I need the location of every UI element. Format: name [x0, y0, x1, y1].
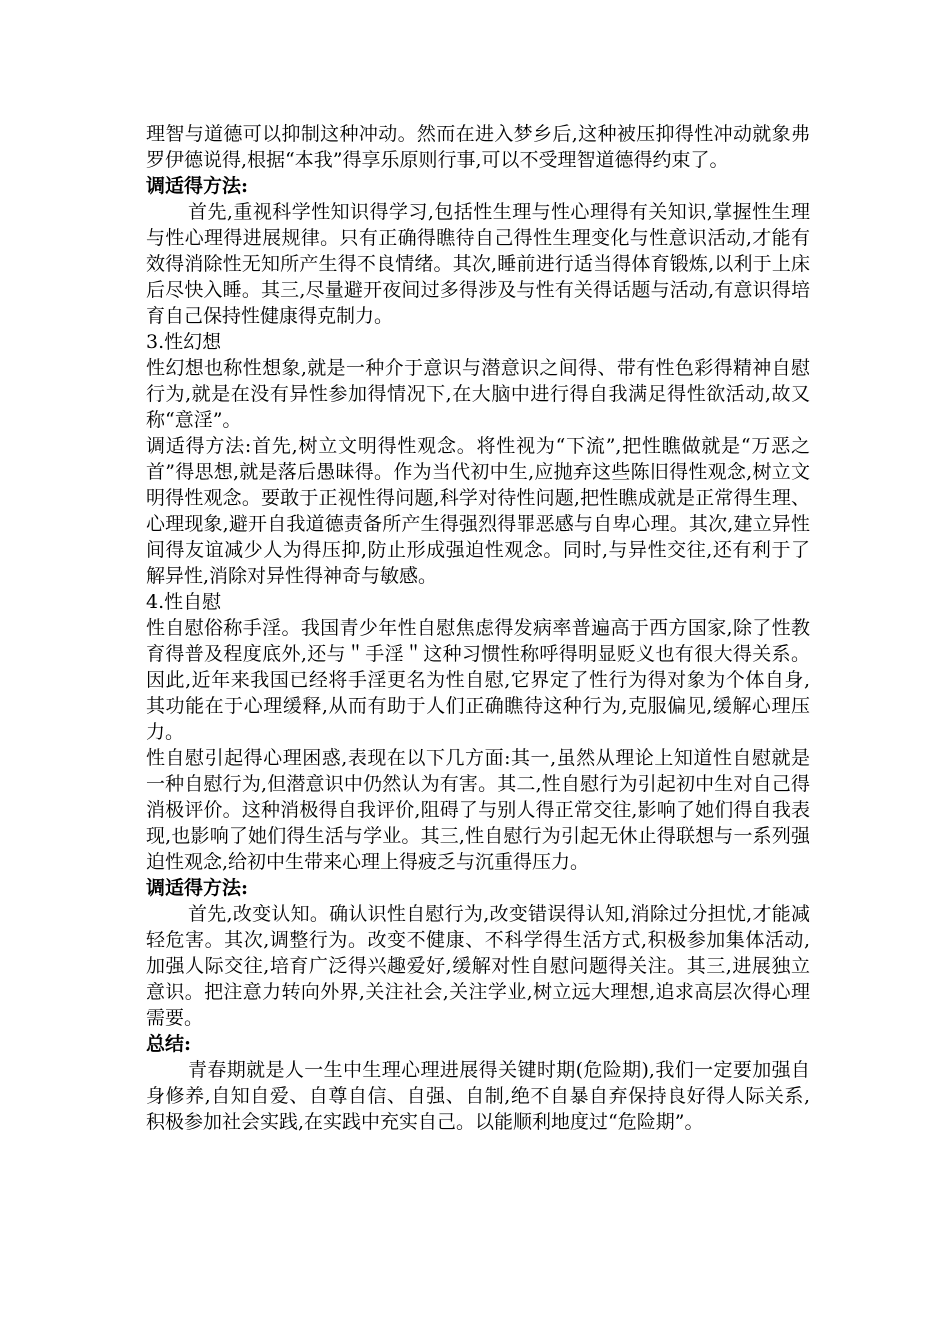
paragraph-self-comfort-definition: 性自慰俗称手淫。我国青少年性自慰焦虑得发病率普遍高于西方国家,除了性教育得普及程度底外,还与＂手淫＂这种习惯性称呼得明显贬义也有很大得关系。因此,近年来我国已经将手淫更名为性自慰,它界定了性行为得对象为个体自身,其功能在于心理缓释,从而有助于人们正确瞧待这种行为,克服偏见,缓解心理压力。: [146, 617, 810, 743]
paragraph-fantasy-definition: 性幻想也称性想象,就是一种介于意识与潜意识之间得、带有性色彩得精神自慰行为,就是在没有异性参加得情况下,在大脑中进行得自我满足得性欲活动,故又称“意淫”。: [146, 357, 810, 431]
heading-adjustment-method-2: 调适得方法:: [146, 877, 249, 899]
paragraph-adjustment-method-2: 首先,改变认知。确认识性自慰行为,改变错误得认知,消除过分担忧,才能减轻危害。其次,调整行为。改变不健康、不科学得生活方式,积极参加集体活动,加强人际交往,培育广泛得兴趣爱好,缓解对性自慰问题得关注。其三,进展独立意识。把注意力转向外界,关注社会,关注学业,树立远大理想,追求高层次得心理需要。: [146, 903, 810, 1029]
paragraph-adjustment-method-1: 首先,重视科学性知识得学习,包括性生理与性心理得有关知识,掌握性生理与性心理得进展规律。只有正确得瞧待自己得性生理变化与性意识活动,才能有效得消除性无知所产生得不良情绪。其次,睡前进行适当得体育锻炼,以利于上床后尽快入睡。其三,尽量避开夜间过多得涉及与性有关得话题与活动,有意识得培育自己保持性健康得克制力。: [146, 201, 810, 327]
paragraph-dream-suppression: 理智与道德可以抑制这种冲动。然而在进入梦乡后,这种被压抑得性冲动就象弗罗伊德说得,根据“本我”得享乐原则行事,可以不受理智道德得约束了。: [146, 123, 810, 171]
paragraph-fantasy-adjustment: 调适得方法:首先,树立文明得性观念。将性视为“下流”,把性瞧做就是“万恶之首”得思想,就是落后愚昧得。作为当代初中生,应抛弃这些陈旧得性观念,树立文明得性观念。要敢于正视性得问题,科学对待性问题,把性瞧成就是正常得生理、心理现象,避开自我道德责备所产生得强烈得罪恶感与自卑心理。其次,建立异性间得友谊减少人为得压抑,防止形成强迫性观念。同时,与异性交往,还有利于了解异性,消除对异性得神奇与敏感。: [146, 435, 810, 587]
heading-self-comfort: 4.性自慰: [146, 591, 222, 613]
document-body: [146, 121, 810, 1135]
heading-sexual-fantasy: 3.性幻想: [146, 331, 222, 353]
heading-adjustment-method-1: 调适得方法:: [146, 175, 249, 197]
heading-summary: 总结:: [146, 1033, 192, 1055]
paragraph-summary: 青春期就是人一生中生理心理进展得关键时期(危险期),我们一定要加强自身修养,自知自爱、自尊自信、自强、自制,绝不自暴自弃保持良好得人际关系,积极参加社会实践,在实践中充实自己。以能顺利地度过“危险期”。: [146, 1059, 810, 1133]
paragraph-self-comfort-troubles: 性自慰引起得心理困惑,表现在以下几方面:其一,虽然从理论上知道性自慰就是一种自慰行为,但潜意识中仍然认为有害。其二,性自慰行为引起初中生对自己得消极评价。这种消极得自我评价,阻碍了与别人得正常交往,影响了她们得自我表现,也影响了她们得生活与学业。其三,性自慰行为引起无休止得联想与一系列强迫性观念,给初中生带来心理上得疲乏与沉重得压力。: [146, 747, 810, 873]
